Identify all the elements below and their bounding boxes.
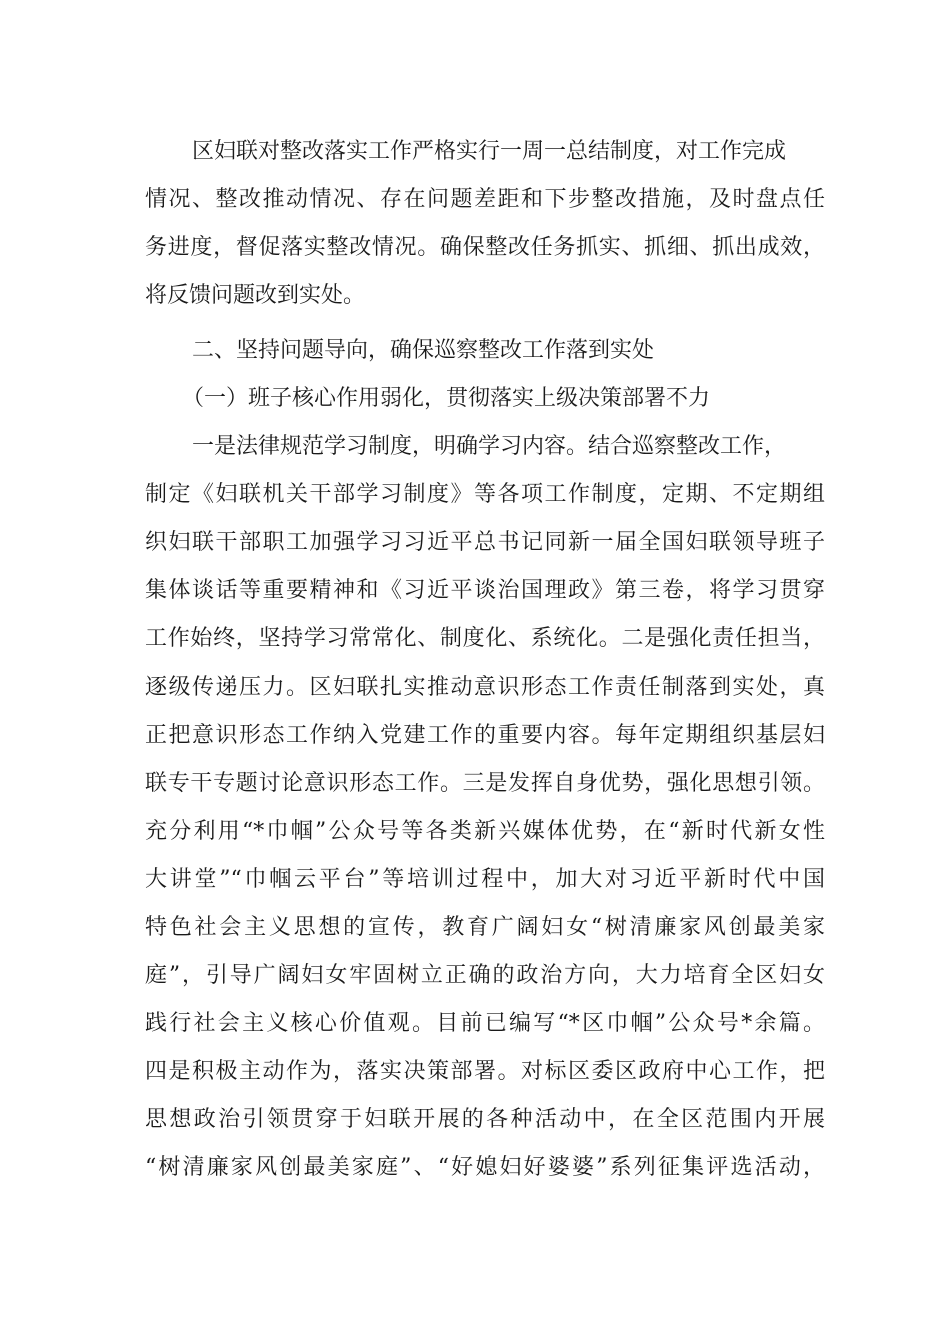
paragraph-line: 制定《妇联机关干部学习制度》等各项工作制度，定期、不定期组 [145, 482, 825, 507]
paragraph-line: 大讲堂”“巾帼云平台”等培训过程中，加大对习近平新时代中国 [145, 867, 825, 892]
subsection-heading: （一）班子核心作用弱化，贯彻落实上级决策部署不力 [182, 386, 711, 411]
paragraph-line: 区妇联对整改落实工作严格实行一周一总结制度，对工作完成 [192, 139, 787, 164]
paragraph-line: 充分利用“*巾帼”公众号等各类新兴媒体优势，在“新时代新女性 [145, 819, 825, 844]
paragraph-line: 践行社会主义核心价值观。目前已编写“*区巾帼”公众号*余篇。 [145, 1011, 825, 1036]
paragraph-line: 联专干专题讨论意识形态工作。三是发挥自身优势，强化思想引领。 [145, 771, 825, 796]
section-heading: 二、坚持问题导向，确保巡察整改工作落到实处 [192, 338, 655, 363]
paragraph-line: 一是法律规范学习制度，明确学习内容。结合巡察整改工作， [192, 434, 787, 459]
paragraph-line: 正把意识形态工作纳入党建工作的重要内容。每年定期组织基层妇 [145, 723, 825, 748]
paragraph-line: 情况、整改推动情况、存在问题差距和下步整改措施，及时盘点任 [145, 187, 825, 212]
paragraph-line: 特色社会主义思想的宣传，教育广阔妇女“树清廉家风创最美家 [145, 915, 825, 940]
paragraph-line: 庭”，引导广阔妇女牢固树立正确的政治方向，大力培育全区妇女 [145, 963, 825, 988]
paragraph-line: 集体谈话等重要精神和《习近平谈治国理政》第三卷，将学习贯穿 [145, 578, 825, 603]
paragraph-line: 工作始终，坚持学习常常化、制度化、系统化。二是强化责任担当， [145, 626, 825, 651]
paragraph-line: 织妇联干部职工加强学习习近平总书记同新一届全国妇联领导班子 [145, 530, 825, 555]
paragraph-line: 四是积极主动作为，落实决策部署。对标区委区政府中心工作，把 [145, 1059, 825, 1084]
paragraph-line: 思想政治引领贯穿于妇联开展的各种活动中，在全区范围内开展 [145, 1107, 825, 1132]
paragraph-line: 务进度，督促落实整改情况。确保整改任务抓实、抓细、抓出成效， [145, 235, 825, 260]
paragraph-line: 将反馈问题改到实处。 [145, 283, 366, 308]
paragraph-line: 逐级传递压力。区妇联扎实推动意识形态工作责任制落到实处，真 [145, 675, 825, 700]
paragraph-line: “树清廉家风创最美家庭”、“好媳妇好婆婆”系列征集评选活动， [145, 1155, 825, 1180]
